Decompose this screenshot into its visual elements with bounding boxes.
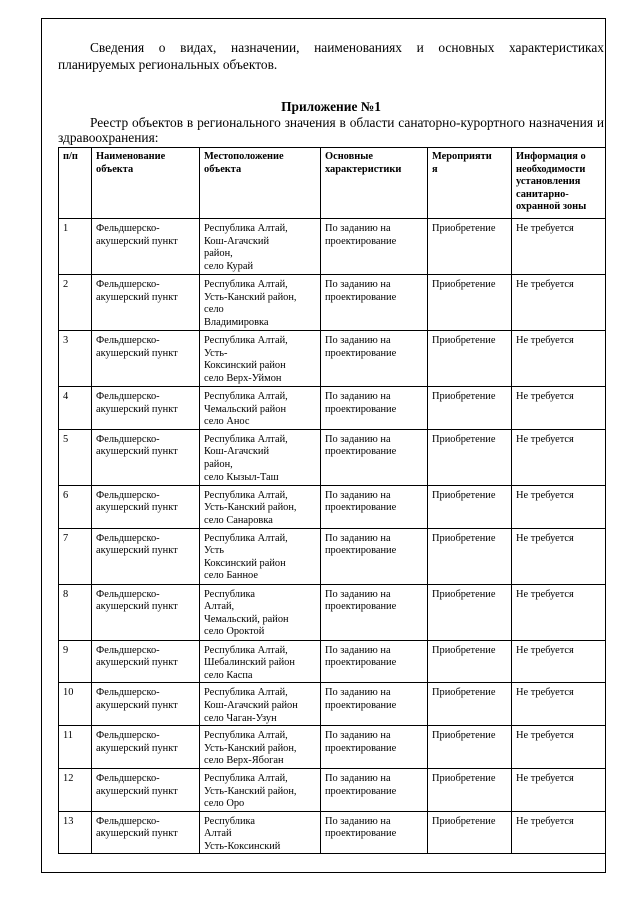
- cell-action: [428, 429, 512, 485]
- cell-location-line: село Каспа: [204, 669, 253, 681]
- registry-table-header: [59, 148, 606, 219]
- cell-location-line: Алтай,: [204, 601, 235, 613]
- cell-location-line: село Чаган-Узун: [204, 712, 277, 724]
- header-action-line: я: [432, 163, 438, 175]
- cell-characteristics: [321, 387, 428, 430]
- cell-name-line: Фельдшерско-: [96, 223, 160, 234]
- cell-name-line: Фельдшерско-: [96, 687, 160, 699]
- cell-number: [59, 811, 92, 854]
- cell-location-line: Чемальский район: [204, 403, 286, 415]
- cell-number-line: 10: [63, 687, 74, 699]
- cell-zone-info-line: Не требуется: [516, 335, 574, 346]
- cell-action: [428, 275, 512, 331]
- header-number-line: п/п: [63, 151, 78, 162]
- cell-characteristics: [321, 528, 428, 584]
- cell-characteristics-line: проектирование: [325, 502, 397, 514]
- cell-action-line: Приобретение: [432, 772, 496, 784]
- cell-characteristics-line: По заданию на: [325, 815, 391, 827]
- cell-action: [428, 528, 512, 584]
- cell-name: [92, 275, 200, 331]
- cell-name: [92, 429, 200, 485]
- cell-characteristics-line: По заданию на: [325, 687, 391, 699]
- cell-characteristics: [321, 275, 428, 331]
- cell-characteristics-line: проектирование: [325, 657, 397, 669]
- cell-location-line: Республика Алтай,: [204, 335, 288, 346]
- cell-characteristics-line: По заданию на: [325, 279, 391, 290]
- cell-location-line: Усть-Канский район,: [204, 742, 297, 754]
- cell-location-line: Республика: [204, 588, 256, 600]
- cell-location-line: Республика: [204, 815, 256, 827]
- cell-location: [200, 331, 321, 387]
- cell-location-line: село Оро: [204, 798, 245, 810]
- table-row: [59, 726, 606, 769]
- header-characteristics-line: Основные: [325, 151, 373, 162]
- cell-action-line: Приобретение: [432, 335, 496, 346]
- cell-location-line: Усть-Коксинский: [204, 840, 281, 852]
- cell-characteristics: [321, 584, 428, 640]
- cell-characteristics-line: По заданию на: [325, 433, 391, 445]
- cell-location-line: Республика Алтай,: [204, 644, 288, 656]
- cell-zone-info-line: Не требуется: [516, 532, 574, 544]
- cell-number-line: 4: [63, 391, 69, 402]
- cell-characteristics-line: По заданию на: [325, 223, 391, 234]
- header-location-line: объекта: [204, 163, 242, 175]
- cell-location-line: село Анос: [204, 416, 250, 428]
- cell-name-line: акушерский пункт: [96, 545, 178, 557]
- cell-zone-info: [512, 726, 606, 769]
- cell-number-line: 2: [63, 279, 69, 290]
- cell-number-line: 13: [63, 815, 74, 827]
- cell-name-line: акушерский пункт: [96, 828, 178, 840]
- header-location: [200, 148, 321, 219]
- cell-characteristics: [321, 726, 428, 769]
- table-row: [59, 331, 606, 387]
- cell-zone-info-line: Не требуется: [516, 391, 574, 402]
- header-location-line: Местоположение: [204, 151, 284, 162]
- cell-location-line: Усть-Канский район,: [204, 785, 297, 797]
- cell-zone-info-line: Не требуется: [516, 489, 574, 501]
- table-row: [59, 275, 606, 331]
- cell-characteristics-line: проектирование: [325, 403, 397, 415]
- cell-action-line: Приобретение: [432, 588, 496, 600]
- cell-location-line: Республика Алтай,: [204, 223, 288, 234]
- cell-location-line: село Санаровка: [204, 514, 273, 526]
- cell-action-line: Приобретение: [432, 730, 496, 742]
- cell-name-line: Фельдшерско-: [96, 391, 160, 402]
- cell-characteristics-line: проектирование: [325, 347, 397, 359]
- cell-action-line: Приобретение: [432, 815, 496, 827]
- cell-characteristics: [321, 683, 428, 726]
- header-zone-info-line: санитарно-: [516, 188, 569, 200]
- cell-location-line: село Кызыл-Таш: [204, 471, 279, 483]
- cell-name-line: Фельдшерско-: [96, 433, 160, 445]
- cell-location: [200, 275, 321, 331]
- cell-characteristics-line: проектирование: [325, 699, 397, 711]
- header-number: [59, 148, 92, 219]
- cell-location: [200, 219, 321, 275]
- cell-zone-info: [512, 219, 606, 275]
- cell-number-line: 5: [63, 433, 69, 445]
- cell-location: [200, 387, 321, 430]
- cell-number-line: 1: [63, 223, 69, 234]
- cell-zone-info: [512, 387, 606, 430]
- cell-characteristics: [321, 331, 428, 387]
- cell-characteristics-line: проектирование: [325, 291, 397, 303]
- cell-number: [59, 768, 92, 811]
- cell-action: [428, 485, 512, 528]
- cell-number-line: 12: [63, 772, 74, 784]
- header-action: [428, 148, 512, 219]
- cell-location: [200, 726, 321, 769]
- cell-zone-info: [512, 811, 606, 854]
- cell-characteristics: [321, 768, 428, 811]
- cell-zone-info-line: Не требуется: [516, 687, 574, 699]
- cell-zone-info: [512, 768, 606, 811]
- cell-location-line: село: [204, 304, 224, 316]
- cell-location-line: Кош-Агачский район: [204, 699, 298, 711]
- cell-location-line: Коксинский район: [204, 360, 286, 372]
- cell-name-line: Фельдшерско-: [96, 489, 160, 501]
- cell-characteristics-line: По заданию на: [325, 489, 391, 501]
- cell-location-line: Республика Алтай,: [204, 279, 288, 290]
- table-row: [59, 640, 606, 683]
- cell-characteristics: [321, 811, 428, 854]
- cell-characteristics-line: По заданию на: [325, 532, 391, 544]
- cell-zone-info-line: Не требуется: [516, 815, 574, 827]
- header-zone-info-line: Информация о: [516, 151, 586, 162]
- registry-table-body: [59, 219, 606, 854]
- cell-characteristics-line: проектирование: [325, 742, 397, 754]
- cell-action-line: Приобретение: [432, 532, 496, 544]
- cell-characteristics-line: По заданию на: [325, 335, 391, 346]
- cell-location: [200, 640, 321, 683]
- cell-name-line: Фельдшерско-: [96, 279, 160, 290]
- header-action-line: Мероприяти: [432, 151, 492, 162]
- cell-location-line: Усть-Канский район,: [204, 502, 297, 514]
- cell-location: [200, 528, 321, 584]
- cell-location-line: Кош-Агачский: [204, 235, 270, 247]
- header-zone-info-line: установления: [516, 176, 581, 188]
- cell-number-line: 6: [63, 489, 69, 501]
- header-name-line: Наименование: [96, 151, 166, 162]
- cell-name: [92, 726, 200, 769]
- cell-location-line: Коксинский район: [204, 557, 286, 569]
- cell-name-line: Фельдшерско-: [96, 644, 160, 656]
- cell-characteristics-line: проектирование: [325, 785, 397, 797]
- cell-name: [92, 387, 200, 430]
- cell-location-line: Владимировка: [204, 316, 269, 328]
- cell-name: [92, 331, 200, 387]
- cell-zone-info-line: Не требуется: [516, 644, 574, 656]
- cell-number: [59, 387, 92, 430]
- cell-location: [200, 683, 321, 726]
- table-row: [59, 811, 606, 854]
- cell-action: [428, 387, 512, 430]
- cell-number: [59, 683, 92, 726]
- cell-action: [428, 640, 512, 683]
- cell-zone-info-line: Не требуется: [516, 433, 574, 445]
- cell-name: [92, 768, 200, 811]
- header-zone-info-line: охранной зоны: [516, 201, 587, 213]
- cell-location-line: Шебалинский район: [204, 657, 295, 669]
- cell-action: [428, 331, 512, 387]
- registry-table: [58, 147, 606, 854]
- cell-name-line: Фельдшерско-: [96, 730, 160, 742]
- cell-location-line: район,: [204, 248, 233, 260]
- cell-location-line: Усть: [204, 545, 224, 557]
- cell-number-line: 7: [63, 532, 69, 544]
- cell-name: [92, 485, 200, 528]
- cell-characteristics-line: проектирование: [325, 828, 397, 840]
- cell-action-line: Приобретение: [432, 687, 496, 699]
- cell-number: [59, 528, 92, 584]
- cell-location-line: Республика Алтай,: [204, 532, 288, 544]
- cell-location-line: Республика Алтай,: [204, 391, 288, 402]
- cell-location-line: Усть-: [204, 347, 228, 359]
- cell-location: [200, 584, 321, 640]
- cell-zone-info: [512, 485, 606, 528]
- appendix-title: Приложение №1: [281, 99, 381, 114]
- cell-name-line: Фельдшерско-: [96, 772, 160, 784]
- cell-characteristics-line: проектирование: [325, 601, 397, 613]
- cell-location-line: Республика Алтай,: [204, 489, 288, 501]
- cell-location-line: село Ороктой: [204, 626, 265, 638]
- cell-characteristics: [321, 640, 428, 683]
- cell-location-line: Алтай: [204, 828, 232, 840]
- cell-characteristics-line: проектирование: [325, 446, 397, 458]
- cell-name: [92, 219, 200, 275]
- header-zone-info-line: необходимости: [516, 163, 586, 175]
- header-row: [59, 148, 606, 219]
- cell-location-line: село Банное: [204, 570, 258, 582]
- cell-number: [59, 640, 92, 683]
- cell-name-line: Фельдшерско-: [96, 532, 160, 544]
- cell-name: [92, 640, 200, 683]
- cell-name-line: акушерский пункт: [96, 785, 178, 797]
- header-characteristics: [321, 148, 428, 219]
- table-row: [59, 485, 606, 528]
- cell-characteristics-line: По заданию на: [325, 730, 391, 742]
- cell-location-line: Республика Алтай,: [204, 433, 288, 445]
- header-name-line: объекта: [96, 163, 134, 175]
- cell-name-line: акушерский пункт: [96, 235, 178, 247]
- cell-characteristics: [321, 485, 428, 528]
- cell-action: [428, 768, 512, 811]
- cell-location-line: село Верх-Ябоган: [204, 755, 284, 767]
- table-row: [59, 584, 606, 640]
- table-row: [59, 683, 606, 726]
- cell-name-line: акушерский пункт: [96, 657, 178, 669]
- cell-characteristics: [321, 429, 428, 485]
- cell-action: [428, 811, 512, 854]
- cell-zone-info: [512, 331, 606, 387]
- cell-number: [59, 331, 92, 387]
- cell-name-line: акушерский пункт: [96, 742, 178, 754]
- cell-zone-info-line: Не требуется: [516, 730, 574, 742]
- header-characteristics-line: характеристики: [325, 163, 402, 175]
- cell-location-line: село Верх-Уймон: [204, 372, 282, 384]
- cell-zone-info: [512, 640, 606, 683]
- cell-action: [428, 219, 512, 275]
- cell-name: [92, 683, 200, 726]
- cell-name-line: акушерский пункт: [96, 601, 178, 613]
- cell-name-line: акушерский пункт: [96, 291, 178, 303]
- cell-location: [200, 811, 321, 854]
- cell-action-line: Приобретение: [432, 644, 496, 656]
- cell-name-line: акушерский пункт: [96, 446, 178, 458]
- intro-paragraph: Сведения о видах, назначении, наименованиях и основных характеристиках планируемых региональных объектов.: [58, 40, 604, 72]
- cell-number: [59, 726, 92, 769]
- cell-action-line: Приобретение: [432, 489, 496, 501]
- cell-name-line: акушерский пункт: [96, 502, 178, 514]
- cell-name-line: Фельдшерско-: [96, 815, 160, 827]
- cell-characteristics: [321, 219, 428, 275]
- cell-zone-info: [512, 584, 606, 640]
- table-row: [59, 387, 606, 430]
- cell-location-line: район,: [204, 458, 233, 470]
- table-row: [59, 528, 606, 584]
- cell-number: [59, 429, 92, 485]
- cell-name-line: акушерский пункт: [96, 403, 178, 415]
- table-row: [59, 429, 606, 485]
- table-row: [59, 768, 606, 811]
- cell-number: [59, 584, 92, 640]
- cell-location-line: Республика Алтай,: [204, 772, 288, 784]
- cell-characteristics-line: По заданию на: [325, 588, 391, 600]
- header-zone-info: [512, 148, 606, 219]
- cell-number-line: 3: [63, 335, 69, 346]
- cell-action: [428, 726, 512, 769]
- cell-location-line: Усть-Канский район,: [204, 291, 297, 303]
- cell-number-line: 8: [63, 588, 69, 600]
- cell-number: [59, 485, 92, 528]
- cell-name: [92, 528, 200, 584]
- table-row: [59, 219, 606, 275]
- cell-characteristics-line: По заданию на: [325, 644, 391, 656]
- cell-location-line: село Курай: [204, 260, 254, 272]
- cell-action: [428, 584, 512, 640]
- cell-characteristics-line: проектирование: [325, 545, 397, 557]
- header-name: [92, 148, 200, 219]
- cell-zone-info-line: Не требуется: [516, 772, 574, 784]
- cell-zone-info: [512, 683, 606, 726]
- cell-zone-info-line: Не требуется: [516, 588, 574, 600]
- cell-name: [92, 584, 200, 640]
- cell-action-line: Приобретение: [432, 223, 496, 234]
- cell-zone-info-line: Не требуется: [516, 279, 574, 290]
- cell-location-line: Кош-Агачский: [204, 446, 270, 458]
- cell-characteristics-line: По заданию на: [325, 391, 391, 402]
- cell-location: [200, 429, 321, 485]
- cell-name: [92, 811, 200, 854]
- cell-characteristics-line: По заданию на: [325, 772, 391, 784]
- cell-action-line: Приобретение: [432, 391, 496, 402]
- cell-number-line: 9: [63, 644, 69, 656]
- cell-number: [59, 275, 92, 331]
- cell-name-line: Фельдшерско-: [96, 335, 160, 346]
- cell-name-line: Фельдшерско-: [96, 588, 160, 600]
- cell-zone-info: [512, 528, 606, 584]
- cell-zone-info: [512, 429, 606, 485]
- registry-title: Реестр объектов в регионального значения в области санаторно-курортного назначения и здравоохранения:: [58, 115, 604, 145]
- cell-number-line: 11: [63, 730, 74, 742]
- cell-number: [59, 219, 92, 275]
- cell-location-line: Республика Алтай,: [204, 730, 288, 742]
- cell-action-line: Приобретение: [432, 279, 496, 290]
- cell-characteristics-line: проектирование: [325, 235, 397, 247]
- cell-zone-info: [512, 275, 606, 331]
- cell-name-line: акушерский пункт: [96, 347, 178, 359]
- cell-action-line: Приобретение: [432, 433, 496, 445]
- cell-zone-info-line: Не требуется: [516, 223, 574, 234]
- cell-name-line: акушерский пункт: [96, 699, 178, 711]
- cell-location: [200, 768, 321, 811]
- cell-location-line: Республика Алтай,: [204, 687, 288, 699]
- cell-location-line: Чемальский, район: [204, 613, 289, 625]
- cell-location: [200, 485, 321, 528]
- cell-action: [428, 683, 512, 726]
